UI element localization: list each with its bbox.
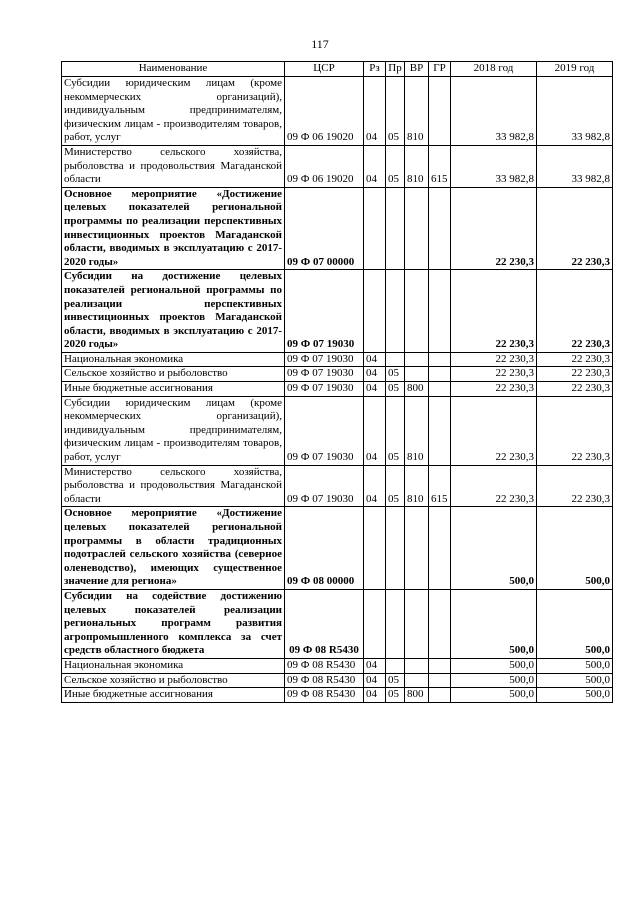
table-row: [62, 187, 613, 270]
cell-vr: [405, 367, 429, 382]
cell-csr: 09 Ф 07 19030: [285, 367, 364, 382]
cell-rz: 04: [364, 396, 386, 465]
cell-2018: 33 982,8: [451, 77, 537, 146]
cell-2019: 500,0: [537, 688, 613, 703]
table-row: [62, 77, 613, 146]
cell-2019: 500,0: [537, 658, 613, 673]
cell-2019: 22 230,3: [537, 382, 613, 397]
cell-vr: 810: [405, 77, 429, 146]
cell-gr: 615: [429, 145, 451, 187]
cell-rz: 04: [364, 688, 386, 703]
table-row: [62, 589, 613, 658]
table-row: [62, 688, 613, 703]
table-body: [62, 77, 613, 703]
cell-name: Национальная экономика: [62, 658, 285, 673]
header-vr: ВР: [405, 62, 429, 77]
cell-gr: [429, 187, 451, 270]
cell-vr: [405, 673, 429, 688]
cell-pr: 05: [386, 688, 405, 703]
cell-2019: 22 230,3: [537, 396, 613, 465]
cell-pr: 05: [386, 465, 405, 507]
cell-csr: 09 Ф 08 R5430: [285, 589, 364, 658]
cell-vr: [405, 352, 429, 367]
cell-rz: [364, 589, 386, 658]
header-csr: ЦСР: [285, 62, 364, 77]
header-rz: Рз: [364, 62, 386, 77]
cell-2019: 22 230,3: [537, 367, 613, 382]
cell-csr: 09 Ф 07 19030: [285, 396, 364, 465]
cell-rz: [364, 187, 386, 270]
cell-gr: [429, 77, 451, 146]
cell-rz: 04: [364, 382, 386, 397]
cell-vr: 810: [405, 396, 429, 465]
cell-name: Иные бюджетные ассигнования: [62, 688, 285, 703]
cell-vr: [405, 507, 429, 590]
cell-rz: 04: [364, 658, 386, 673]
cell-2019: 22 230,3: [537, 187, 613, 270]
cell-pr: [386, 270, 405, 353]
budget-table: [61, 61, 613, 703]
table-row: [62, 382, 613, 397]
cell-name: Субсидии юридическим лицам (кроме некоммерческих организаций), индивидуальным предпринимателям, физическим лицам - производителям товаров, работ, услуг: [62, 396, 285, 465]
cell-vr: [405, 187, 429, 270]
cell-gr: [429, 673, 451, 688]
table-header-row: [62, 62, 613, 77]
cell-csr: 09 Ф 07 00000: [285, 187, 364, 270]
cell-2018: 22 230,3: [451, 367, 537, 382]
cell-2018: 500,0: [451, 589, 537, 658]
cell-csr: 09 Ф 07 19030: [285, 352, 364, 367]
cell-gr: [429, 688, 451, 703]
cell-pr: [386, 589, 405, 658]
header-pr: Пр: [386, 62, 405, 77]
cell-gr: [429, 658, 451, 673]
cell-2019: 500,0: [537, 673, 613, 688]
cell-gr: [429, 382, 451, 397]
cell-name: Иные бюджетные ассигнования: [62, 382, 285, 397]
cell-rz: [364, 507, 386, 590]
cell-2019: 33 982,8: [537, 145, 613, 187]
cell-2019: 500,0: [537, 589, 613, 658]
header-2019: 2019 год: [537, 62, 613, 77]
cell-name: Министерство сельского хозяйства, рыболовства и продовольствия Магаданской области: [62, 465, 285, 507]
table-row: [62, 658, 613, 673]
cell-name: Сельское хозяйство и рыболовство: [62, 367, 285, 382]
cell-name: Основное мероприятие «Достижение целевых показателей региональной программы по реализации перспективных инвестиционных проектов Магаданской области, вводимых в эксплуатацию с 2017-2020 годы»: [62, 187, 285, 270]
page-number: 117: [311, 37, 329, 51]
cell-2019: 33 982,8: [537, 77, 613, 146]
cell-name: Сельское хозяйство и рыболовство: [62, 673, 285, 688]
table-row: [62, 396, 613, 465]
cell-2019: 22 230,3: [537, 352, 613, 367]
cell-csr: 09 Ф 06 19020: [285, 145, 364, 187]
header-name: Наименование: [62, 62, 285, 77]
cell-pr: 05: [386, 367, 405, 382]
cell-rz: 04: [364, 352, 386, 367]
cell-2018: 500,0: [451, 688, 537, 703]
cell-pr: [386, 352, 405, 367]
cell-csr: 09 Ф 08 R5430: [285, 658, 364, 673]
cell-gr: [429, 367, 451, 382]
header-2018: 2018 год: [451, 62, 537, 77]
cell-rz: 04: [364, 145, 386, 187]
table-row: [62, 352, 613, 367]
cell-csr: 09 Ф 08 R5430: [285, 673, 364, 688]
cell-2018: 22 230,3: [451, 352, 537, 367]
table-row: [62, 145, 613, 187]
cell-rz: 04: [364, 465, 386, 507]
cell-name: Субсидии на содействие достижению целевых показателей реализации региональных программ развития агропромышленного комплекса за счет средств областного бюджета: [62, 589, 285, 658]
cell-vr: [405, 658, 429, 673]
cell-name: Министерство сельского хозяйства, рыболовства и продовольствия Магаданской области: [62, 145, 285, 187]
cell-pr: [386, 507, 405, 590]
cell-name: Основное мероприятие «Достижение целевых показателей региональной программы в области традиционных подотраслей сельского хозяйства (северное оленеводство), имеющих существенное значение для региона»: [62, 507, 285, 590]
cell-vr: [405, 270, 429, 353]
cell-2018: 500,0: [451, 673, 537, 688]
cell-2018: 22 230,3: [451, 396, 537, 465]
cell-csr: 09 Ф 06 19020: [285, 77, 364, 146]
cell-rz: 04: [364, 77, 386, 146]
table-row: [62, 270, 613, 353]
cell-gr: 615: [429, 465, 451, 507]
cell-vr: 800: [405, 688, 429, 703]
table-row: [62, 507, 613, 590]
cell-rz: 04: [364, 673, 386, 688]
cell-2019: 22 230,3: [537, 270, 613, 353]
cell-name: Национальная экономика: [62, 352, 285, 367]
header-gr: ГР: [429, 62, 451, 77]
cell-2018: 33 982,8: [451, 145, 537, 187]
cell-2018: 22 230,3: [451, 270, 537, 353]
cell-csr: 09 Ф 08 00000: [285, 507, 364, 590]
cell-pr: 05: [386, 673, 405, 688]
cell-2019: 22 230,3: [537, 465, 613, 507]
table-row: [62, 465, 613, 507]
cell-2018: 500,0: [451, 658, 537, 673]
cell-gr: [429, 507, 451, 590]
cell-csr: 09 Ф 07 19030: [285, 465, 364, 507]
cell-2018: 22 230,3: [451, 465, 537, 507]
cell-gr: [429, 396, 451, 465]
cell-pr: 05: [386, 77, 405, 146]
cell-csr: 09 Ф 07 19030: [285, 270, 364, 353]
cell-vr: 800: [405, 382, 429, 397]
cell-name: Субсидии юридическим лицам (кроме некоммерческих организаций), индивидуальным предпринимателям, физическим лицам - производителям товаров, работ, услуг: [62, 77, 285, 146]
cell-pr: 05: [386, 396, 405, 465]
cell-vr: 810: [405, 145, 429, 187]
cell-gr: [429, 352, 451, 367]
table-row: [62, 367, 613, 382]
cell-vr: [405, 589, 429, 658]
cell-csr: 09 Ф 08 R5430: [285, 688, 364, 703]
cell-pr: 05: [386, 382, 405, 397]
cell-pr: 05: [386, 145, 405, 187]
cell-csr: 09 Ф 07 19030: [285, 382, 364, 397]
cell-rz: [364, 270, 386, 353]
cell-2018: 500,0: [451, 507, 537, 590]
cell-pr: [386, 658, 405, 673]
cell-vr: 810: [405, 465, 429, 507]
cell-name: Субсидии на достижение целевых показателей региональной программы по реализации перспективных инвестиционных проектов Магаданской области, вводимых в эксплуатацию с 2017-2020 годы»: [62, 270, 285, 353]
cell-2019: 500,0: [537, 507, 613, 590]
cell-pr: [386, 187, 405, 270]
cell-2018: 22 230,3: [451, 382, 537, 397]
cell-rz: 04: [364, 367, 386, 382]
cell-2018: 22 230,3: [451, 187, 537, 270]
table-row: [62, 673, 613, 688]
cell-gr: [429, 589, 451, 658]
cell-gr: [429, 270, 451, 353]
